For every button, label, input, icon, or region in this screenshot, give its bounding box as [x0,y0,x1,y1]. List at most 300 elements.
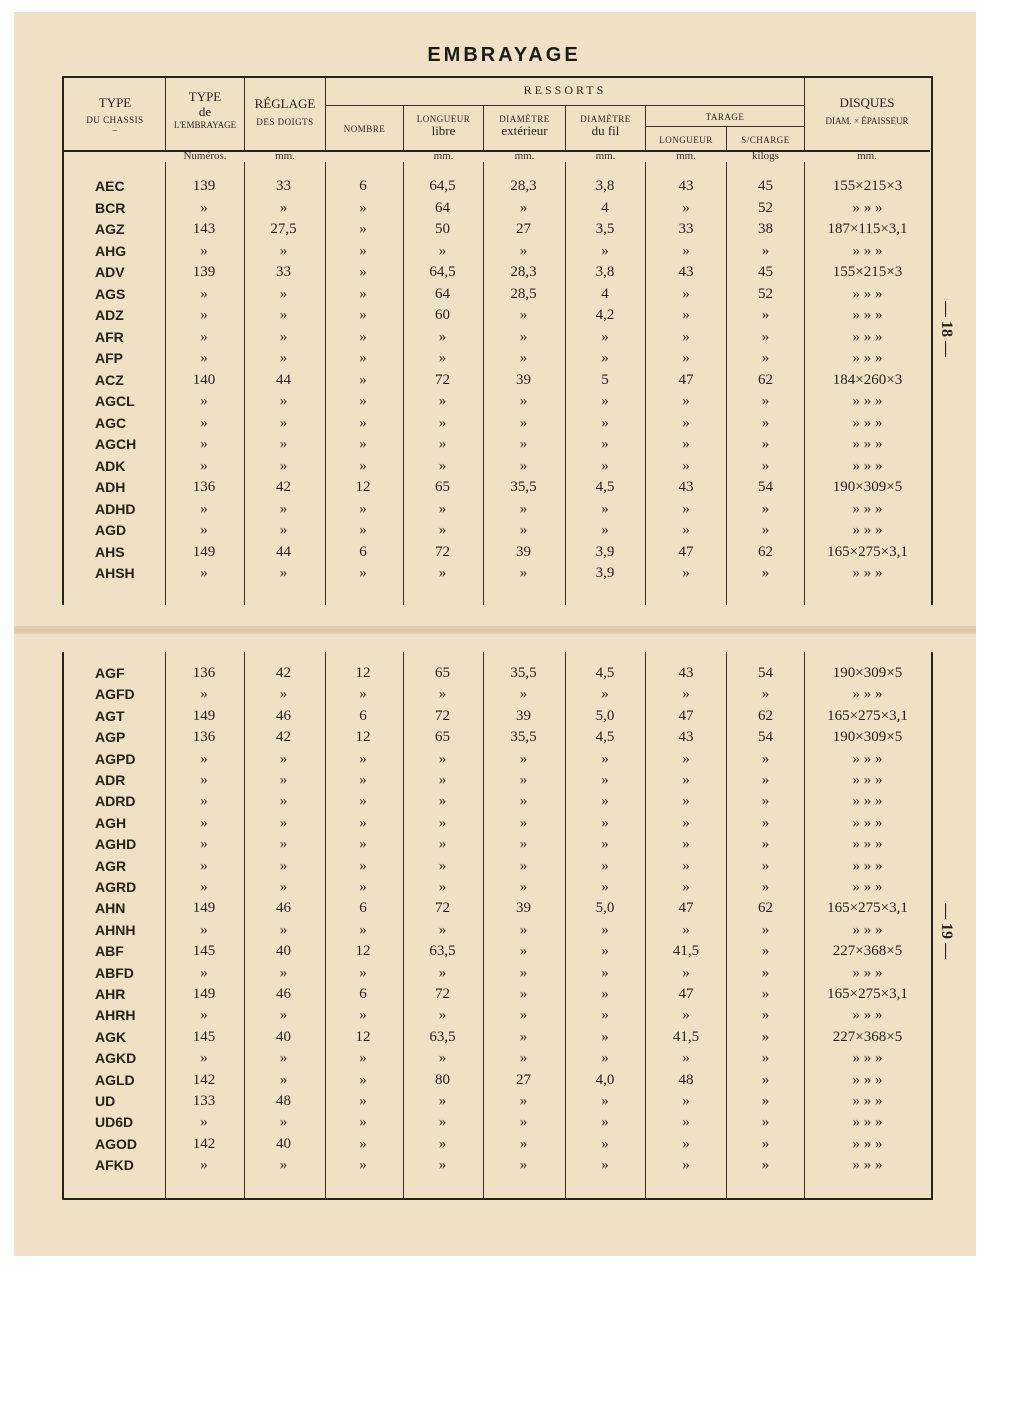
table-cell: » [200,686,208,703]
table-cell: » [359,814,367,831]
table-cell: » [200,1114,208,1131]
table-cell: » [519,836,528,853]
table-cell: 47 [678,543,694,560]
page-number-19: — 19 — [938,903,955,959]
table-cell: 27,5 [270,221,297,237]
table-cell: 52 [758,199,773,216]
chassis-code-cell: AGS [95,285,126,302]
table-cell: » [682,414,690,431]
chassis-code-cell: AFR [95,328,124,345]
table-cell: » [438,750,447,767]
table-cell: » » » [852,857,883,874]
table-cell: » [601,772,609,788]
table-cell: » [682,565,690,581]
table-cell: » [200,772,208,788]
table-cell: 63,5 [429,1028,456,1045]
table-cell: » [438,522,447,538]
table-cell: » [200,750,208,767]
chassis-code-cell: ADH [95,479,126,495]
chassis-code-cell: ACZ [95,371,124,388]
table-cell: » [359,199,367,216]
table-cell: » [682,285,690,302]
table-cell: » [200,436,208,452]
table-cell: » [682,1050,690,1067]
header-tarage-longueur: LONGUEUR [659,135,713,145]
table-cell: 6 [359,986,367,1002]
table-cell: » [438,1135,447,1152]
table-row [64,305,930,326]
header-text: DES DOIGTS [256,116,314,127]
table-cell: » [279,393,288,409]
table-cell: 45 [758,178,773,194]
table-cell: 52 [758,285,773,302]
table-cell: » [438,1157,447,1174]
table-cell: 46 [276,986,291,1002]
table-row [64,963,930,984]
table-cell: 155×215×3 [832,178,903,194]
table-cell: » [200,921,208,938]
chassis-code-cell: UD6D [95,1114,134,1131]
chassis-code-cell: ABFD [95,964,134,981]
table-cell: » [601,921,609,938]
table-row [64,706,930,727]
table-cell: » [438,500,447,517]
table-cell: 65 [435,479,450,495]
header-text: DIAMÈTRE [499,114,550,124]
table-row [64,856,930,877]
table-cell: » [200,1007,208,1024]
table-cell: 42 [276,729,291,746]
chassis-code-cell: ADR [95,772,126,788]
table-cell: 165×275×3,1 [827,543,908,560]
table-cell: » [279,1114,288,1131]
table-cell: » [200,836,208,853]
table-cell: 33 [276,178,291,194]
table-cell: » [200,814,208,831]
table-cell: 227×368×5 [832,1028,903,1045]
table-cell: » » » [852,750,883,767]
table-cell: » [359,565,367,581]
table-cell: 64 [435,285,450,302]
table-cell: 46 [276,707,291,724]
table-cell: 3,5 [595,221,615,237]
table-cell: » [279,436,288,452]
table-cell: 33 [678,221,694,237]
table-cell: 4,5 [595,479,615,495]
chassis-code-cell: AGH [95,814,127,831]
table-cell: 43 [678,479,694,495]
header-text: DIAMÈTRE [580,114,631,124]
table-row [64,684,930,705]
table-row [64,1155,930,1176]
table-cell: » [359,1071,367,1088]
chassis-code-cell: AHN [95,900,126,917]
table-cell: 27 [516,1071,531,1088]
table-cell: » [200,1157,208,1174]
table-cell: 47 [678,986,694,1002]
table-row [64,663,930,684]
table-cell: 39 [516,707,531,724]
table-cell: 149 [192,543,216,560]
table-row [64,456,930,477]
table-cell: » [359,964,367,981]
chassis-code-cell: AGP [95,729,126,746]
table-cell: » [200,1050,208,1067]
chassis-code-cell: AGFD [95,686,135,703]
table-row [64,520,930,541]
chassis-code-cell: BCR [95,199,126,216]
header-diametre-ext [484,114,565,139]
chassis-code-cell: ABF [95,943,124,960]
table-cell: » [682,500,690,517]
table-cell: 165×275×3,1 [827,707,908,724]
header-text: DISQUES [839,95,895,110]
table-cell: 35,5 [510,479,537,495]
unit-label: Numéros. [183,150,227,162]
table-cell: » [601,814,609,831]
table-cell: 62 [758,900,773,917]
table-cell: 40 [276,943,291,960]
table-cell: » [519,1028,528,1045]
table-cell: 54 [758,729,773,746]
table-cell: » [200,964,208,981]
table-cell: » [761,686,770,703]
table-cell: 139 [192,178,216,194]
table-cell: » [601,1093,609,1109]
table-cell: » [519,522,528,538]
table-row [64,1048,930,1069]
table-cell: » [200,199,208,216]
table-cell: » [279,1071,288,1088]
table-cell: » » » [852,1093,883,1109]
table-cell: » [200,242,208,259]
table-cell: » » » [852,879,883,895]
table-cell: 43 [678,264,694,280]
table-cell: » [359,1050,367,1067]
table-cell: » [279,857,288,874]
table-cell: 45 [758,264,773,280]
chassis-code-cell: AFP [95,350,123,366]
table-cell: 41,5 [672,1028,700,1045]
table-cell: » [761,857,770,874]
table-cell: » » » [852,350,883,366]
table-cell: » [761,1157,770,1174]
chassis-code-cell: ADV [95,264,125,280]
chassis-code-cell: AGK [95,1028,127,1045]
table-cell: 48 [678,1071,694,1088]
table-cell: » [279,414,288,431]
table-cell: » [359,242,367,259]
chassis-code-cell: AFKD [95,1157,134,1174]
table-cell: 133 [192,1093,216,1109]
table-cell: » [200,285,208,302]
table-cell: 5 [601,371,609,388]
table-cell: 28,3 [510,264,537,280]
table-cell: » » » [852,522,883,538]
table-cell: » [682,328,690,345]
chassis-code-cell: AGKD [95,1050,137,1067]
table-cell: 187×115×3,1 [827,221,908,237]
chassis-code-cell: ADHD [95,500,136,517]
unit-label: mm. [433,150,454,162]
table-cell: » [761,772,770,788]
table-cell: » [601,1007,609,1024]
table-cell: » [519,986,528,1002]
table-row [64,241,930,262]
table-cell: » [279,814,288,831]
table-cell: 64 [435,199,450,216]
table-cell: » [519,1093,528,1109]
table-row [64,1091,930,1112]
table-cell: » [682,793,690,810]
table-cell: 40 [276,1028,291,1045]
table-row [64,1112,930,1133]
table-cell: » [438,350,447,366]
chassis-code-cell: AHG [95,242,127,259]
table-cell: 155×215×3 [832,264,903,280]
table-cell: 65 [435,665,450,681]
table-cell: 190×309×5 [832,665,903,681]
table-cell: » [200,793,208,810]
table-row [64,920,930,941]
unit-label: kilogs [752,150,779,162]
chassis-code-cell: AGD [95,522,127,538]
table-cell: 165×275×3,1 [827,986,908,1002]
table-cell: » [359,500,367,517]
table-cell: » » » [852,921,883,938]
table-cell: 47 [678,707,694,724]
table-cell: » [279,522,288,538]
unit-label: mm. [514,150,535,162]
table-cell: » » » [852,393,883,409]
table-cell: » [682,242,690,259]
chassis-code-cell: AGT [95,707,125,724]
table-cell: » [438,1050,447,1067]
table-cell: 80 [435,1071,450,1088]
table-cell: » » » [852,565,883,581]
table-cell: 47 [678,900,694,917]
table-cell: 43 [678,665,694,681]
header-text: – [112,125,118,136]
table-cell: 60 [435,307,450,323]
table-cell: » [761,1050,770,1067]
table-cell: » [682,393,690,409]
header-text: L'EMBRAYAGE [173,119,237,130]
table-cell: » » » [852,814,883,831]
table-cell: 142 [192,1071,216,1088]
table-cell: » » » [852,793,883,810]
table-cell: » [682,307,690,323]
table-cell: » [761,921,770,938]
table-cell: 149 [192,986,216,1002]
table-cell: 165×275×3,1 [827,900,908,917]
table-cell: » [200,350,208,366]
table-cell: 28,5 [510,285,537,302]
table-cell: 12 [355,943,371,960]
table-row [64,499,930,520]
table-cell: » [682,1007,690,1024]
table-cell: » [601,836,609,853]
table-cell: 47 [678,371,694,388]
table-cell: 27 [516,221,531,237]
table-cell: » [682,1114,690,1131]
table-cell: » » » [852,836,883,853]
table-cell: » [761,1135,770,1152]
chassis-code-cell: AGF [95,665,125,681]
page-fold [14,626,976,634]
table-cell: » [682,1093,690,1109]
table-cell: » [359,1157,367,1174]
table-cell: 42 [276,479,291,495]
table-cell: 6 [359,900,367,917]
table-cell: 149 [192,900,216,917]
table-cell: » [682,772,690,788]
table-cell: 184×260×3 [832,371,903,388]
table-cell: » [200,457,208,474]
unit-label: mm. [275,150,295,162]
table-cell: » [438,772,447,788]
chassis-code-cell: AHS [95,543,125,560]
table-cell: » [519,414,528,431]
table-cell: » [682,814,690,831]
table-cell: » [601,750,609,767]
table-cell: » [601,457,609,474]
table-cell: 12 [355,665,371,681]
table-row [64,434,930,455]
table-cell: » [519,921,528,938]
table-cell: » [761,943,770,960]
table-cell: » [279,500,288,517]
table-cell: » [438,814,447,831]
table-cell: » [761,393,770,409]
header-text: libre [431,123,456,139]
table-cell: 38 [758,221,773,237]
header-text: de [198,103,212,119]
table-cell: 4,5 [595,729,615,746]
page-number-18: — 18 — [938,301,955,357]
table-cell: » [279,879,288,895]
table-cell: 72 [435,900,450,917]
table-cell: » [761,307,770,323]
chassis-code-cell: AHNH [95,921,136,938]
table-cell: » [359,879,367,895]
table-cell: » [359,750,367,767]
table-cell: 54 [758,665,773,681]
table-cell: » [682,686,690,703]
table-cell: 72 [435,986,450,1002]
table-cell: » [682,750,690,767]
table-cell: » » » [852,1157,883,1174]
chassis-code-cell: AGRD [95,879,137,895]
table-cell: 33 [276,264,291,280]
chassis-code-cell: AGOD [95,1135,137,1152]
table-cell: » [359,307,367,323]
table-cell: 42 [276,665,291,681]
table-cell: » [438,436,447,452]
table-cell: 72 [435,371,450,388]
table-row [64,984,930,1005]
table-cell: » [682,879,690,895]
chassis-code-cell: AEC [95,178,125,194]
table-cell: 190×309×5 [832,729,903,746]
table-cell: » [279,1007,288,1024]
table-cell: » [519,457,528,474]
table-cell: » [761,1007,770,1024]
table-cell: » [279,1157,288,1174]
table-cell: 39 [516,543,531,560]
table-cell: » [761,1114,770,1131]
table-cell: » [200,879,208,895]
table-cell: 54 [758,479,773,495]
table-row [64,391,930,412]
table-cell: 12 [355,729,371,746]
table-cell: » [359,285,367,302]
table-cell: 64,5 [429,178,456,194]
table-row [64,1005,930,1026]
table-cell: 140 [192,371,216,388]
chassis-code-cell: AGLD [95,1071,135,1088]
table-cell: » [438,1007,447,1024]
table-cell: 4 [601,199,609,216]
table-cell: » [438,857,447,874]
table-cell: » [601,964,609,981]
table-cell: » [359,686,367,703]
table-cell: » [279,285,288,302]
table-cell: » [200,393,208,409]
table-cell: » [359,1135,367,1152]
table-cell: » [601,436,609,452]
table-cell: » [761,814,770,831]
table-row [64,284,930,305]
header-type-chassis [66,96,164,136]
table-cell: » [359,221,367,237]
table-cell: » » » [852,1114,883,1131]
table-cell: 62 [758,543,773,560]
table-cell: » » » [852,285,883,302]
table-cell: 4,2 [595,307,615,323]
table-cell: 65 [435,729,450,746]
table-row [64,770,930,791]
header-tarage-charge: S/CHARGE [741,135,790,145]
table-cell: » [682,1157,690,1174]
table-cell: 3,8 [595,264,615,280]
table-cell: 35,5 [510,729,537,746]
table-cell: » [359,1093,367,1109]
table-cell: » [279,836,288,853]
table-row [64,898,930,919]
table-cell: » [761,836,770,853]
table-cell: » [519,1007,528,1024]
table-cell: » [682,436,690,452]
table-cell: 62 [758,707,773,724]
table-cell: » [200,857,208,874]
header-text: LONGUEUR [416,114,471,124]
table-cell: » [601,393,609,409]
table-cell: » [519,943,528,960]
table-cell: » [200,414,208,431]
chassis-code-cell: ADRD [95,793,136,810]
table-cell: » [519,1135,528,1152]
table-cell: » [438,242,447,259]
chassis-code-cell: AGHD [95,836,137,853]
table-cell: » » » [852,436,883,452]
unit-label: mm. [595,150,616,162]
table-cell: » [519,793,528,810]
table-cell: » [519,328,528,345]
table-cell: » [761,350,770,366]
table-cell: 4,5 [595,665,615,681]
table-cell: » [438,686,447,703]
